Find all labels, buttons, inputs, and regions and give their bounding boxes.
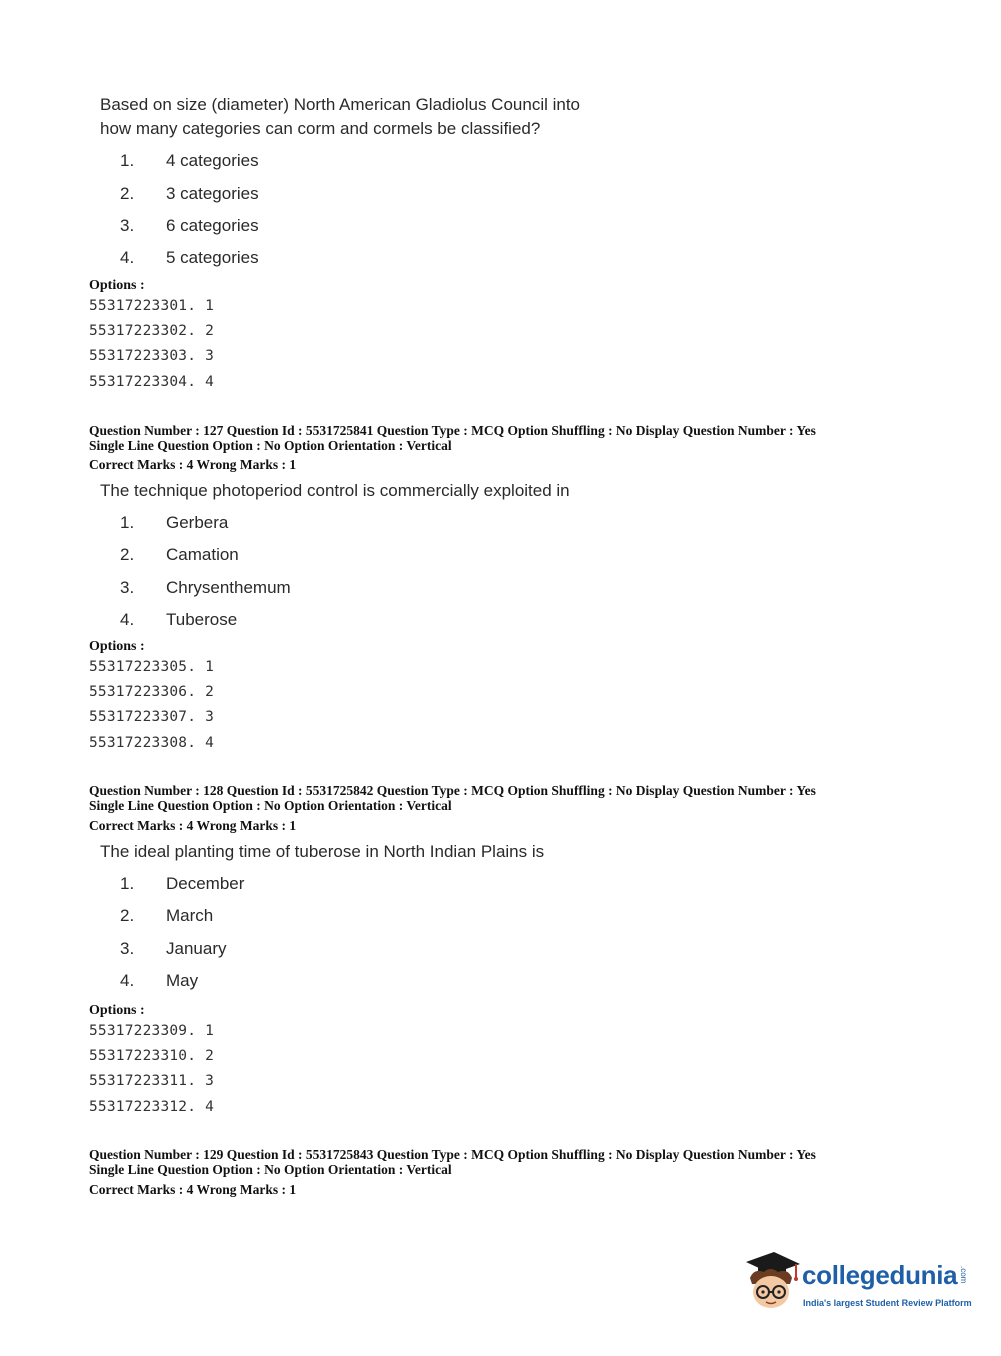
option-id: 55317223301. 1 — [89, 298, 215, 314]
options-label: Options : — [89, 278, 145, 293]
question-text: The ideal planting time of tuberose in North Indian Plains is — [100, 842, 545, 861]
choice-text: December — [166, 874, 245, 893]
choice-number: 4. — [120, 971, 135, 990]
mascot-icon — [740, 1248, 802, 1312]
choice-number: 2. — [120, 906, 135, 925]
choice-number: 4. — [120, 610, 135, 629]
choice-number: 2. — [120, 184, 135, 203]
option-id: 55317223302. 2 — [89, 323, 215, 339]
choice-text: May — [166, 971, 199, 990]
choice-text: Camation — [166, 545, 239, 564]
choice-number: 3. — [120, 578, 135, 597]
option-id: 55317223303. 3 — [89, 348, 215, 364]
choice-text: March — [166, 906, 214, 925]
option-id: 55317223308. 4 — [89, 735, 215, 751]
question-meta: Single Line Question Option : No Option Orientation : Vertical — [89, 798, 452, 813]
choice-text: 6 categories — [166, 216, 259, 235]
option-id: 55317223310. 2 — [89, 1048, 215, 1064]
choice-text: January — [166, 939, 227, 958]
option-id: 55317223307. 3 — [89, 709, 215, 725]
option-id: 55317223311. 3 — [89, 1073, 215, 1089]
question-meta: Single Line Question Option : No Option Orientation : Vertical — [89, 1162, 452, 1177]
choice-text: 4 categories — [166, 151, 259, 170]
logo-name: collegedunia — [802, 1260, 958, 1290]
options-label: Options : — [89, 1003, 145, 1018]
choice-number: 4. — [120, 248, 135, 267]
question-meta: Question Number : 128 Question Id : 5531725842 Question Type : MCQ Option Shuffling : No Display Question Number : Yes — [89, 783, 816, 798]
choice-number: 3. — [120, 216, 135, 235]
choice-text: 5 categories — [166, 248, 259, 267]
option-id: 55317223305. 1 — [89, 659, 215, 675]
question-meta: Single Line Question Option : No Option Orientation : Vertical — [89, 438, 452, 453]
question-text-line: how many categories can corm and cormels be classified? — [100, 119, 541, 138]
question-text: The technique photoperiod control is commercially exploited in — [100, 481, 570, 500]
choice-number: 1. — [120, 151, 135, 170]
choice-text: Chrysenthemum — [166, 578, 291, 597]
choice-number: 3. — [120, 939, 135, 958]
choice-number: 2. — [120, 545, 135, 564]
logo-suffix: .com — [959, 1266, 968, 1284]
choice-number: 1. — [120, 513, 135, 532]
option-id: 55317223312. 4 — [89, 1099, 215, 1115]
marks-meta: Correct Marks : 4 Wrong Marks : 1 — [89, 1182, 297, 1197]
collegedunia-logo — [740, 1248, 972, 1318]
option-id: 55317223304. 4 — [89, 374, 215, 390]
question-meta: Question Number : 127 Question Id : 5531725841 Question Type : MCQ Option Shuffling : No Display Question Number : Yes — [89, 423, 816, 438]
marks-meta: Correct Marks : 4 Wrong Marks : 1 — [89, 818, 297, 833]
choice-text: Tuberose — [166, 610, 238, 629]
choice-text: Gerbera — [166, 513, 229, 532]
option-id: 55317223306. 2 — [89, 684, 215, 700]
logo-tagline: India's largest Student Review Platform — [803, 1298, 972, 1308]
question-meta: Question Number : 129 Question Id : 5531725843 Question Type : MCQ Option Shuffling : No Display Question Number : Yes — [89, 1147, 816, 1162]
question-text-line: Based on size (diameter) North American Gladiolus Council into — [100, 95, 581, 114]
choice-text: 3 categories — [166, 184, 259, 203]
choice-number: 1. — [120, 874, 135, 893]
option-id: 55317223309. 1 — [89, 1023, 215, 1039]
options-label: Options : — [89, 639, 145, 654]
marks-meta: Correct Marks : 4 Wrong Marks : 1 — [89, 457, 297, 472]
